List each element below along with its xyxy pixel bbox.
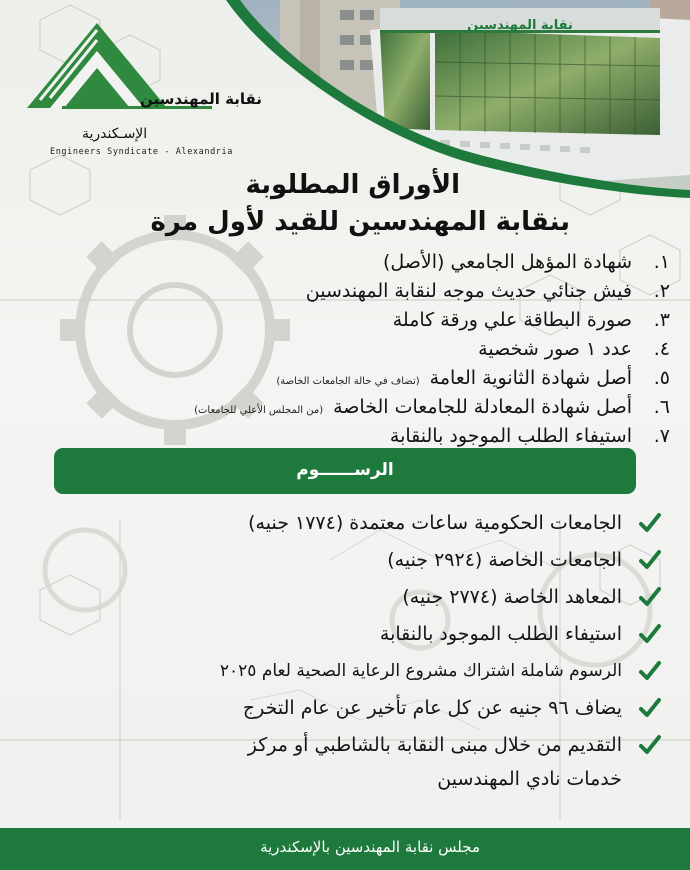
list-item [62, 508, 622, 545]
list-item [32, 335, 670, 364]
item-text: التقديم من خلال مبنى النقابة بالشاطبي أو مركز [247, 734, 622, 756]
list-item [32, 277, 670, 306]
check-icon [638, 549, 662, 571]
fees-list [62, 508, 622, 797]
footer-bar [0, 828, 690, 870]
item-text: أصل شهادة المعادلة للجامعات الخاصة [333, 396, 632, 418]
item-number: ٣. [653, 309, 670, 331]
item-text: خدمات نادي المهندسين [437, 768, 622, 790]
check-icon [638, 623, 662, 645]
item-note: (من المجلس الأعلي للجامعات) [194, 405, 324, 416]
list-item [32, 364, 670, 393]
fees-header [54, 448, 636, 494]
check-icon [638, 586, 662, 608]
syndicate-logo [22, 18, 262, 157]
check-icon [638, 660, 662, 682]
item-number: ٥. [653, 367, 670, 389]
item-text: شهادة المؤهل الجامعي (الأصل) [382, 251, 632, 273]
list-item [62, 656, 622, 693]
list-item [32, 393, 670, 422]
list-item [32, 422, 670, 451]
list-item [62, 693, 622, 730]
item-number: ٧. [653, 425, 670, 447]
page-title-line1: الأوراق المطلوبة [245, 170, 460, 200]
item-text: الرسوم شاملة اشتراك مشروع الرعاية الصحية لعام ٢٠٢٥ [219, 661, 622, 681]
check-icon [638, 734, 662, 756]
item-text: المعاهد الخاصة (٢٧٧٤ جنيه) [402, 586, 622, 608]
item-text: استيفاء الطلب الموجود بالنقابة [379, 623, 622, 645]
list-item [62, 545, 622, 582]
logo-city-ar: الإسـكندرية [82, 126, 148, 142]
item-text: عدد ١ صور شخصية [478, 338, 632, 360]
list-item [32, 306, 670, 335]
item-text: صورة البطاقة علي ورقة كاملة [392, 309, 632, 331]
logo-name-en: Engineers Syndicate - Alexandria [50, 147, 233, 157]
check-icon [638, 697, 662, 719]
list-item [62, 582, 622, 619]
logo-name-ar: نقابة المهندسين [140, 90, 262, 108]
item-text: الجامعات الخاصة (٢٩٢٤ جنيه) [387, 549, 622, 571]
footer-text: مجلس نقابة المهندسين بالإسكندرية [260, 838, 480, 856]
list-item-continuation [62, 767, 622, 797]
list-item [62, 730, 622, 767]
page-title-line2: بنقابة المهندسين للقيد لأول مرة [150, 207, 570, 237]
item-text: يضاف ٩٦ جنيه عن كل عام تأخير عن عام التخرج [242, 697, 622, 719]
item-text: أصل شهادة الثانوية العامة [429, 367, 632, 389]
logo-triangle-icon [22, 18, 222, 128]
documents-list [32, 248, 670, 451]
item-text: استيفاء الطلب الموجود بالنقابة [389, 425, 632, 447]
item-note: (تضاف في حالة الجامعات الخاصة) [276, 376, 420, 387]
check-icon [638, 512, 662, 534]
building-sign: نقابة المهندسين [467, 18, 573, 33]
fees-title: الرســــــوم [296, 460, 394, 480]
item-text: الجامعات الحكومية ساعات معتمدة (١٧٧٤ جنيه) [248, 512, 622, 534]
item-text: فيش جنائي حديث موجه لنقابة المهندسين [305, 280, 632, 302]
list-item [62, 619, 622, 656]
item-number: ٦. [653, 396, 670, 418]
list-item [32, 248, 670, 277]
item-number: ٢. [653, 280, 670, 302]
item-number: ١. [653, 251, 670, 273]
item-number: ٤. [653, 338, 670, 360]
